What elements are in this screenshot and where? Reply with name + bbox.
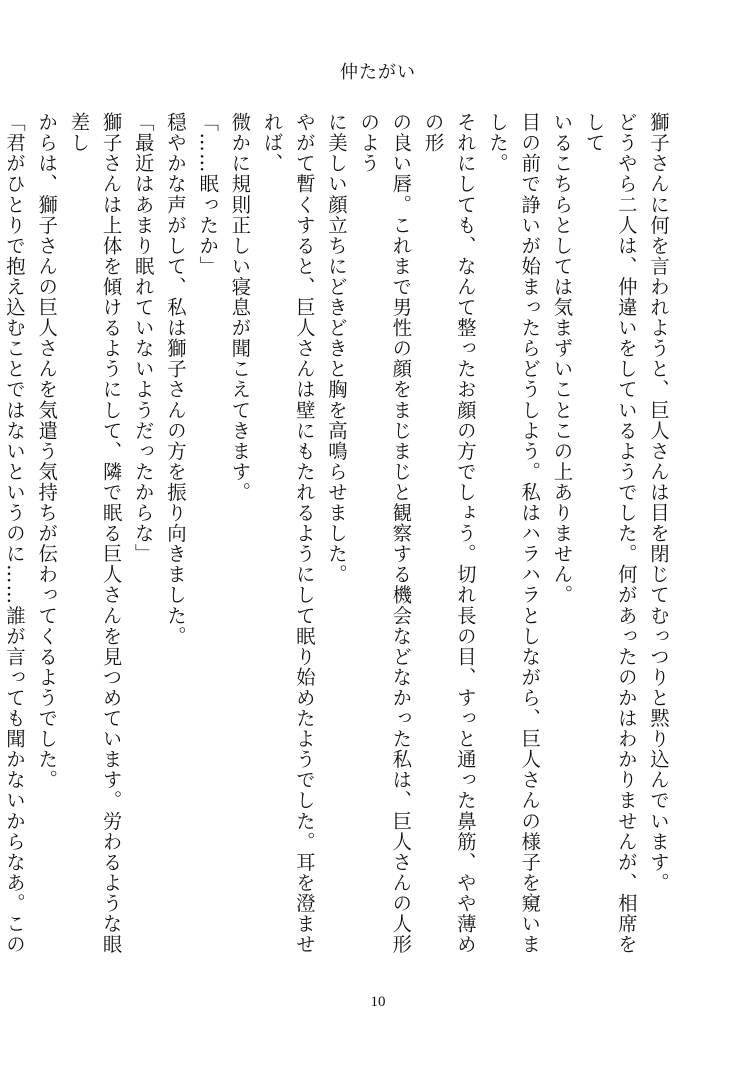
text-line: 「……眠ったか」 [196,112,220,277]
text-line: いるこちらとしては気まずいことこの上ありません。 [550,112,574,606]
page-title: 仲たがい [340,62,416,83]
text-line: の良い唇。これまで男性の顔をまじまじと観察する機会などなかった私は、巨人さんの人形のよう [357,112,413,955]
text-line: 「君がひとりで抱え込むことではないというのに……誰が言っても聞かないからなあ。この [2,112,26,955]
text-line: 「最近はあまり眠れていないようだったからな」 [131,112,155,565]
text-line: 獅子さんは上体を傾けるようにして、隣で眠る巨人さんを見つめています。労わるような眼差し [67,112,123,955]
text-line: やがて暫くすると、巨人さんは壁にもたれるようにして眠り始めたようでした。耳を澄ませれば、 [260,112,316,955]
text-line: 穏やかな声がして、私は獅子さんの方を振り向きました。 [163,112,187,647]
text-line: 目の前で諍いが始まったらどうしよう。私はハラハラとしながら、巨人さんの様子を窺いました。 [485,112,542,955]
text-line: に美しい顔立ちにどきどきと胸を高鳴らせました。 [324,112,348,585]
text-line: それにしても、なんて整ったお顔の方でしょう。切れ長の目、すっと通った鼻筋、やや薄めの形 [421,112,477,955]
text-line: 獅子さんに何を言われようと、巨人さんは目を閉じてむっつりと黙り込んでいます。 [647,112,670,893]
text-line: からは、獅子さんの巨人さんを気遣う気持ちが伝わってくるようでした。 [35,112,59,791]
text-line: 微かに規則正しい寝息が聞こえてきます。 [228,112,252,503]
text-line: どうやら二人は、仲違いをしているようでした。何があったのかはわかりませんが、相席をして [582,112,638,955]
vertical-text-body [2,112,674,972]
page-number: 10 [370,994,386,1010]
